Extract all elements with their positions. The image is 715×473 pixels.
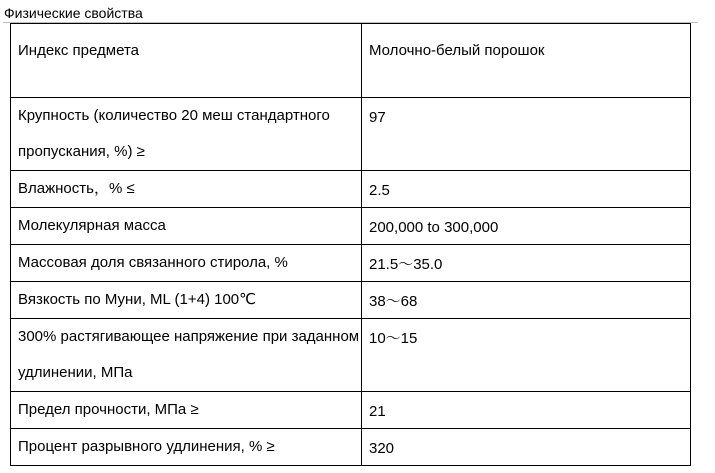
property-label: 300% растягивающее напряжение при заданном удлинении, МПа xyxy=(11,319,362,392)
physical-properties-table xyxy=(10,23,691,466)
property-label: Массовая доля связанного стирола, % xyxy=(11,245,362,282)
property-label: Крупность (количество 20 меш стандартного пропускания, %) ≥ xyxy=(11,98,362,171)
property-value: 10～15 xyxy=(362,319,691,392)
property-value: 97 xyxy=(362,98,691,171)
property-label: Процент разрывного удлинения, % ≥ xyxy=(11,429,362,466)
table-row xyxy=(11,98,691,171)
table-row xyxy=(11,245,691,282)
property-value: 38～68 xyxy=(362,282,691,319)
table-row xyxy=(11,171,691,208)
property-label: Вязкость по Муни, ML (1+4) 100℃ xyxy=(11,282,362,319)
property-value: 2.5 xyxy=(362,171,691,208)
table-row xyxy=(11,208,691,245)
table-row xyxy=(11,319,691,392)
property-value: 21.5～35.0 xyxy=(362,245,691,282)
table-row xyxy=(11,282,691,319)
property-label: Предел прочности, МПа ≥ xyxy=(11,392,362,429)
table-caption: Физические свойства xyxy=(4,5,143,21)
property-label: Молекулярная масса xyxy=(11,208,362,245)
property-value: 320 xyxy=(362,429,691,466)
property-label: Влажность，% ≤ xyxy=(11,171,362,208)
header-label-cell: Индекс предмета xyxy=(11,24,362,98)
property-value: 21 xyxy=(362,392,691,429)
table-row xyxy=(11,429,691,466)
table-row xyxy=(11,392,691,429)
header-value-cell: Молочно-белый порошок xyxy=(362,24,691,98)
property-value: 200,000 to 300,000 xyxy=(362,208,691,245)
table-header-row xyxy=(11,24,691,98)
